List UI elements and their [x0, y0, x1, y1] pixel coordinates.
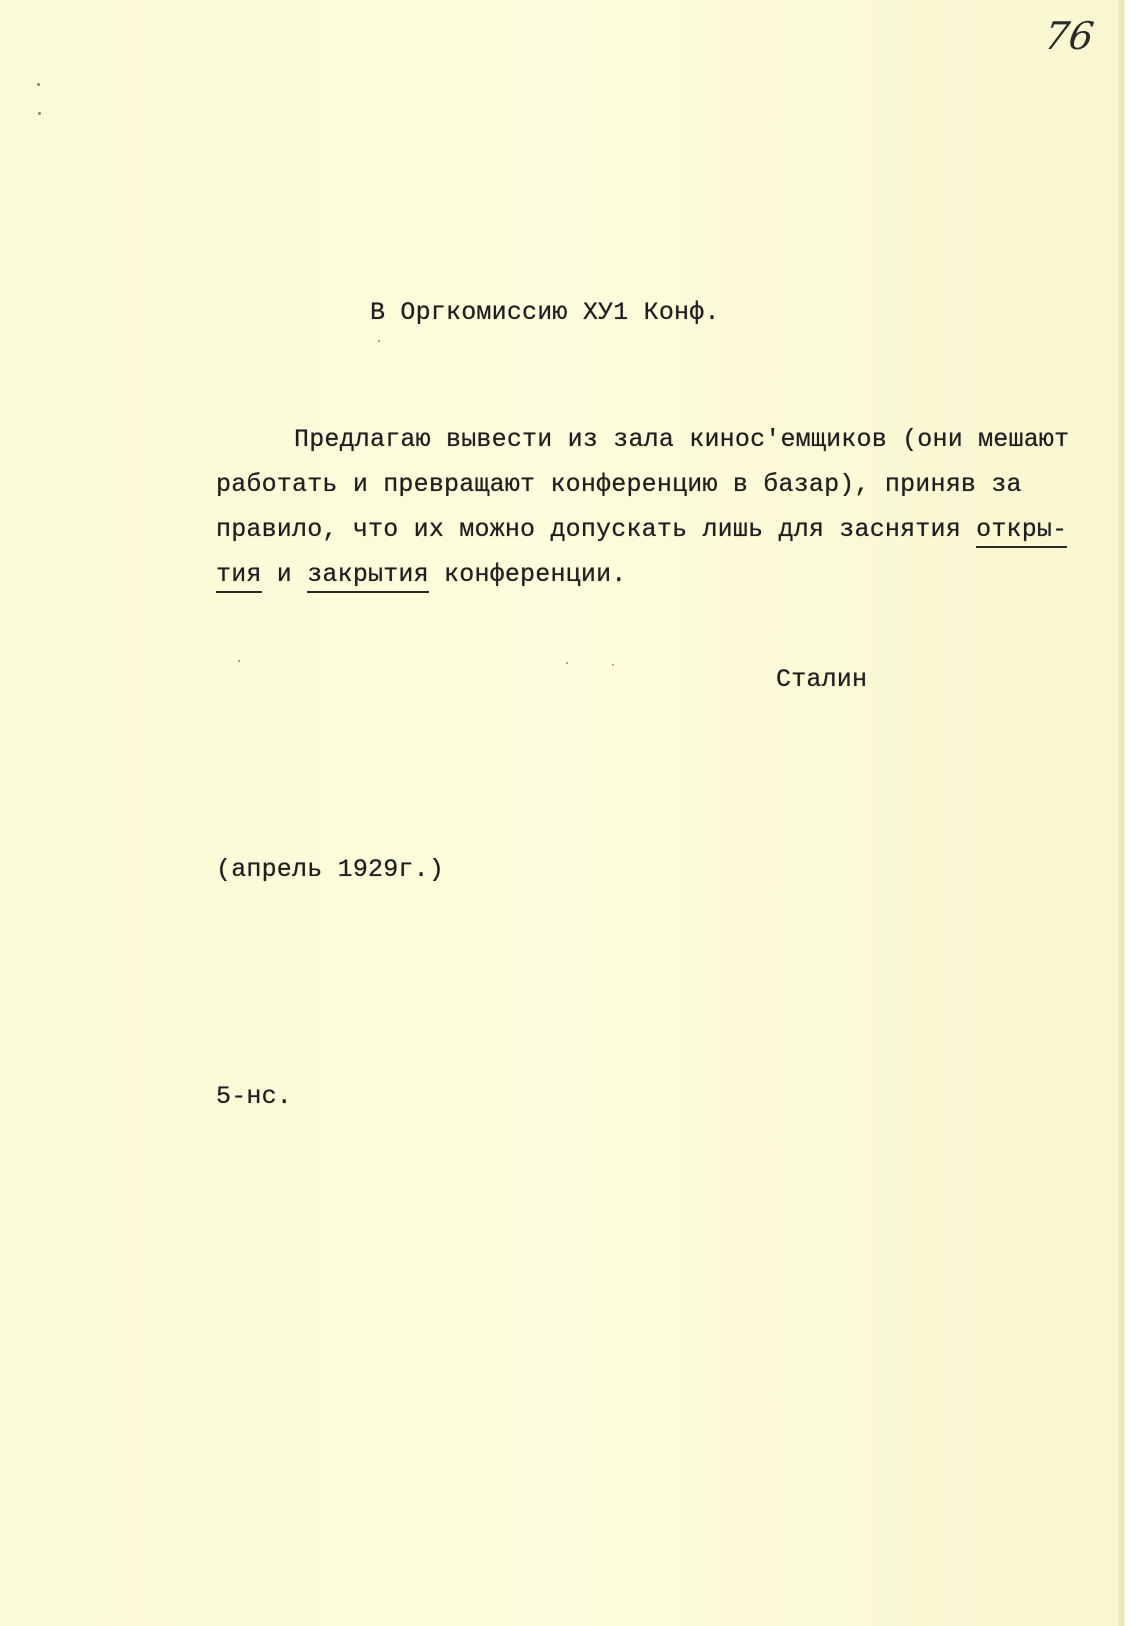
- paper-speck: [37, 83, 40, 86]
- paper-speck: [612, 664, 614, 666]
- body-line-2: работать и превращают конференцию в базар), приняв за: [216, 470, 1022, 499]
- document-date: (апрель 1929г.): [216, 855, 445, 884]
- addressee-line: В Оргкомиссию ХУ1 Конф.: [370, 298, 720, 327]
- paper-speck: [378, 340, 380, 342]
- page-edge: [1118, 0, 1126, 1626]
- underlined-opening: откры-: [976, 515, 1067, 548]
- body-line-3-text: правило, что их можно допускать лишь для заснятия: [216, 515, 977, 544]
- underlined-closing: закрытия: [307, 560, 429, 593]
- body-line-4-text: конференции.: [428, 560, 627, 589]
- body-line-4: [216, 560, 626, 589]
- body-line-3: [216, 515, 1067, 544]
- body-line-4-conjunction: и: [261, 560, 308, 589]
- reference-code: 5-нс.: [216, 1082, 293, 1111]
- underlined-opening-cont: тия: [216, 560, 262, 593]
- paper-speck: [238, 660, 240, 662]
- folio-number: 76: [1041, 14, 1097, 58]
- paper-speck: [566, 662, 568, 664]
- signature: Сталин: [776, 665, 868, 694]
- body-line-1: Предлагаю вывести из зала кинос'емщиков (они мешают: [294, 425, 1070, 454]
- paper-speck: [38, 112, 41, 115]
